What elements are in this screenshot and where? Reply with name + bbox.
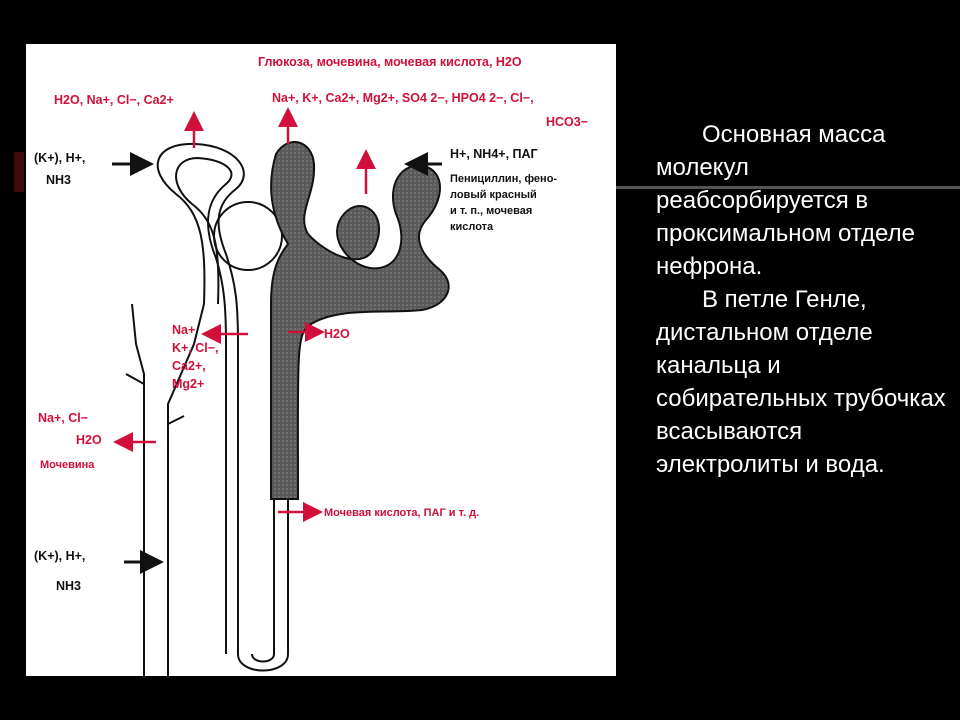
secretion-right-4: и т. п., мочевая <box>450 205 533 217</box>
loop-mg: Mg2+ <box>172 377 205 391</box>
top-label: Глюкоза, мочевина, мочевая кислота, H2O <box>258 55 522 69</box>
collect-urea: Мочевина <box>40 459 95 471</box>
bowman-capsule <box>214 202 282 270</box>
slide-accent-bar <box>14 152 24 192</box>
uric-acid: Мочевая кислота, ПАГ и т. д. <box>324 507 480 519</box>
loop-k-cl: K+, Cl−, <box>172 341 219 355</box>
secretion-right-3: ловый красный <box>450 189 537 201</box>
secretion-left-2b: NH3 <box>56 579 82 593</box>
loop-ca: Ca2+, <box>172 359 206 373</box>
collect-nacl: Na+, Cl− <box>38 411 89 425</box>
ions-right-top-2: HCO3− <box>546 115 589 129</box>
slide-body-text <box>656 118 946 481</box>
secretion-right-2: Пенициллин, фено- <box>450 173 558 185</box>
paragraph-1: Основная масса молекул реабсорбируется в проксимальном отделе нефрона. <box>656 121 915 280</box>
secretion-left-1b: NH3 <box>46 173 72 187</box>
secretion-left-1: (K+), H+, <box>34 151 86 165</box>
ions-left-top: H2O, Na+, Cl−, Ca2+ <box>54 93 174 107</box>
secretion-right-5: кислота <box>450 221 494 233</box>
loop-h2o: H2O <box>324 327 350 341</box>
nephron-figure <box>26 44 616 676</box>
secretion-right-1: H+, NH4+, ПАГ <box>450 147 538 161</box>
loop-na: Na+ <box>172 323 196 337</box>
paragraph-2: В петле Генле, дистальном отделе канальца и собирательных трубочках всасываются электролиты и вода. <box>656 286 946 478</box>
collect-h2o: H2O <box>76 433 102 447</box>
nephron-diagram <box>26 44 616 676</box>
secretion-left-2: (K+), H+, <box>34 549 86 563</box>
ions-right-top-1: Na+, K+, Ca2+, Mg2+, SO4 2−, HPO4 2−, Cl−, <box>272 91 534 105</box>
proximal-tubule <box>271 142 449 499</box>
